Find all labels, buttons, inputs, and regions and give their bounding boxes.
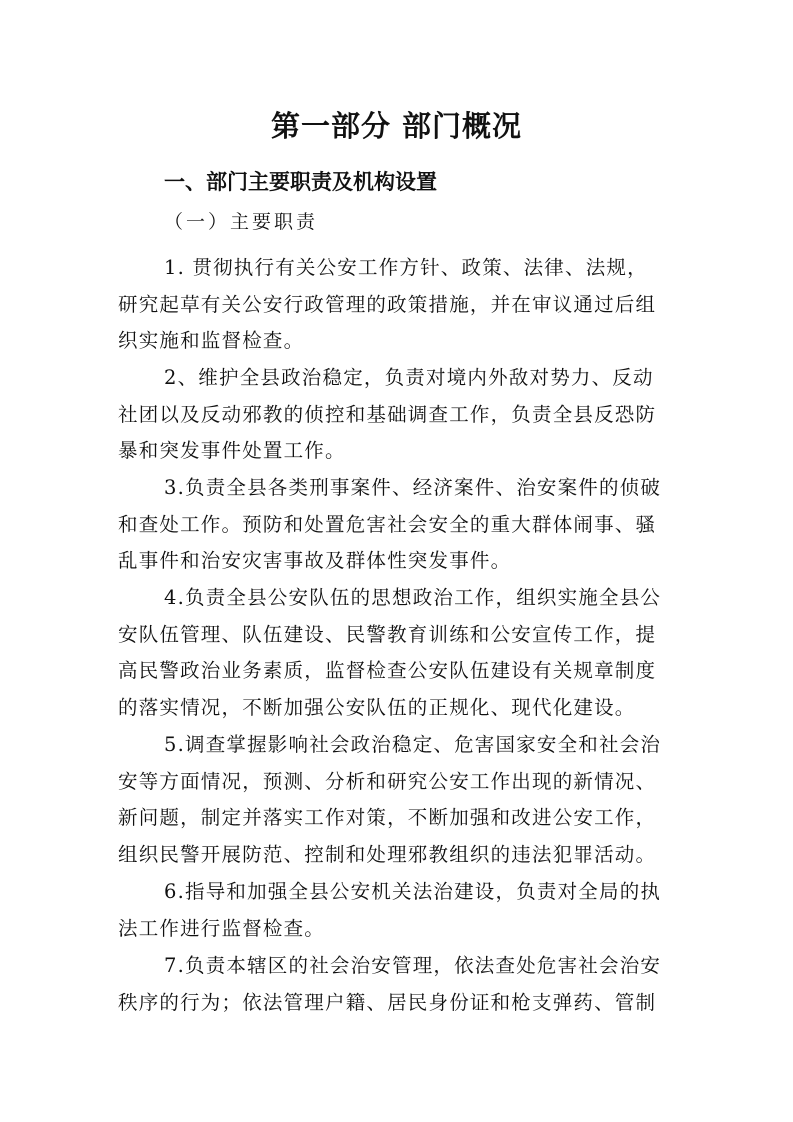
duty-paragraph-3 <box>118 470 678 580</box>
duty-paragraph-4 <box>118 580 678 726</box>
section-heading: 一、部门主要职责及机构设置 <box>164 170 437 194</box>
duty-paragraph-5 <box>118 727 678 873</box>
paragraph-line: 安队伍管理、队伍建设、民警教育训练和公安宣传工作，提 <box>118 622 657 646</box>
page-title: 第一部分 部门概况 <box>270 109 523 143</box>
paragraph-line: 研究起草有关公安行政管理的政策措施，并在审议通过后组 <box>118 292 657 316</box>
paragraph-line: 6.指导和加强全县公安机关法治建设，负责对全局的执 <box>164 880 662 903</box>
paragraph-line: 组织民警开展防范、控制和处理邪教组织的违法犯罪活动。 <box>118 842 657 866</box>
paragraph-line: 秩序的行为；依法管理户籍、居民身份证和枪支弹药、管制 <box>118 990 657 1014</box>
paragraph-line: 2、维护全县政治稳定，负责对境内外敌对势力、反动 <box>164 366 654 389</box>
paragraph-line: 的落实情况，不断加强公安队伍的正规化、现代化建设。 <box>118 695 636 719</box>
paragraph-line: 5.调查掌握影响社会政治稳定、危害国家安全和社会治 <box>164 733 662 756</box>
duty-paragraph-6 <box>118 874 678 947</box>
paragraph-line: 社团以及反动邪教的侦控和基础调查工作，负责全县反恐防 <box>118 402 657 426</box>
paragraph-line: 4.负责全县公安队伍的思想政治工作，组织实施全县公 <box>164 586 662 609</box>
paragraph-line: 法工作进行监督检查。 <box>118 916 326 940</box>
paragraph-line: 和查处工作。预防和处置危害社会安全的重大群体闹事、骚 <box>118 512 657 536</box>
paragraph-line: 暴和突发事件处置工作。 <box>118 439 346 462</box>
paragraph-line: 1. 贯彻执行有关公安工作方针、政策、法律、法规， <box>164 256 648 279</box>
subsection-heading: （一）主要职责 <box>164 211 319 233</box>
duty-paragraph-7 <box>118 948 678 1021</box>
paragraph-line: 3.负责全县各类刑事案件、经济案件、治安案件的侦破 <box>164 476 662 499</box>
duty-paragraph-1 <box>118 250 678 360</box>
paragraph-line: 新问题，制定并落实工作对策，不断加强和改进公安工作， <box>118 806 657 829</box>
duty-paragraph-2 <box>118 360 678 470</box>
paragraph-line: 安等方面情况，预测、分析和研究公安工作出现的新情况、 <box>118 769 657 793</box>
paragraph-line: 乱事件和治安灾害事故及群体性突发事件。 <box>118 549 512 572</box>
paragraph-line: 7.负责本辖区的社会治安管理，依法查处危害社会治安 <box>164 954 662 977</box>
paragraph-line: 织实施和监督检查。 <box>118 329 305 352</box>
paragraph-line: 高民警政治业务素质，监督检查公安队伍建设有关规章制度 <box>118 659 657 682</box>
